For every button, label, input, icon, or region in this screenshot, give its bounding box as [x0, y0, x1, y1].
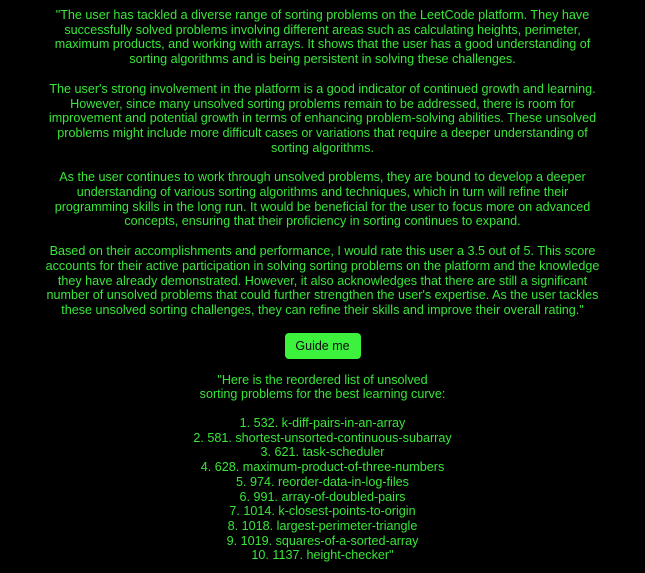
reorder-intro: "Here is the reordered list of unsolved sorting problems for the best learning curve:	[199, 372, 446, 402]
summary-paragraph-4: Based on their accomplishments and performance, I would rate this user a 3.5 out of 5. This score accounts for their active participation in solving sorting problems on the platform and the knowledge they have already demonstrated. However, it also acknowledges that there are still a significant number of unsolved problems that could further strengthen the user's expertise. As the user tackles these unsolved sorting challenges, they can refine their skills and improve their overall rating."	[45, 244, 600, 317]
problem-list	[0, 416, 645, 563]
rating-summary	[43, 8, 603, 318]
list-item: 6. 991. array-of-doubled-pairs	[239, 489, 406, 504]
guide-me-button[interactable]: Guide me	[285, 333, 361, 359]
summary-paragraph-3: As the user continues to work through unsolved problems, they are bound to develop a deeper understanding of various sorting algorithms and techniques, which in turn will refine their programming skills in the long run. It would be beneficial for the user to focus more on advanced concepts, ensuring that their proficiency in sorting continues to expand.	[54, 170, 591, 229]
guide-button-container	[0, 333, 645, 359]
summary-paragraph-2: The user's strong involvement in the platform is a good indicator of continued growth and learning. However, since many unsolved sorting problems remain to be addressed, there is room for improvement and potential growth in terms of enhancing problem-solving abilities. These unsolved problems might include more difficult cases or variations that require a deeper understanding of sorting algorithms.	[48, 81, 597, 155]
summary-paragraph-1: "The user has tackled a diverse range of sorting problems on the LeetCode platform. They have successfully solved problems involving different areas such as calculating heights, perimeter, maximum products, and working with arrays. It shows that the user has a good understanding of sorting algorithms and is being persistent in solving these challenges.	[54, 8, 591, 67]
list-item: 7. 1014. k-closest-points-to-origin	[229, 504, 416, 519]
list-item: 2. 581. shortest-unsorted-continuous-subarray	[193, 430, 452, 445]
list-item: 4. 628. maximum-product-of-three-numbers	[200, 460, 445, 475]
list-item: 1. 532. k-diff-pairs-in-an-array	[239, 416, 406, 431]
reordered-problem-list	[0, 373, 645, 563]
list-item: 10. 1137. height-checker"	[251, 548, 394, 563]
list-item: 5. 974. reorder-data-in-log-files	[236, 474, 409, 489]
list-item: 8. 1018. largest-perimeter-triangle	[227, 518, 418, 533]
list-item: 9. 1019. squares-of-a-sorted-array	[226, 533, 419, 548]
list-item: 3. 621. task-scheduler	[260, 445, 385, 460]
